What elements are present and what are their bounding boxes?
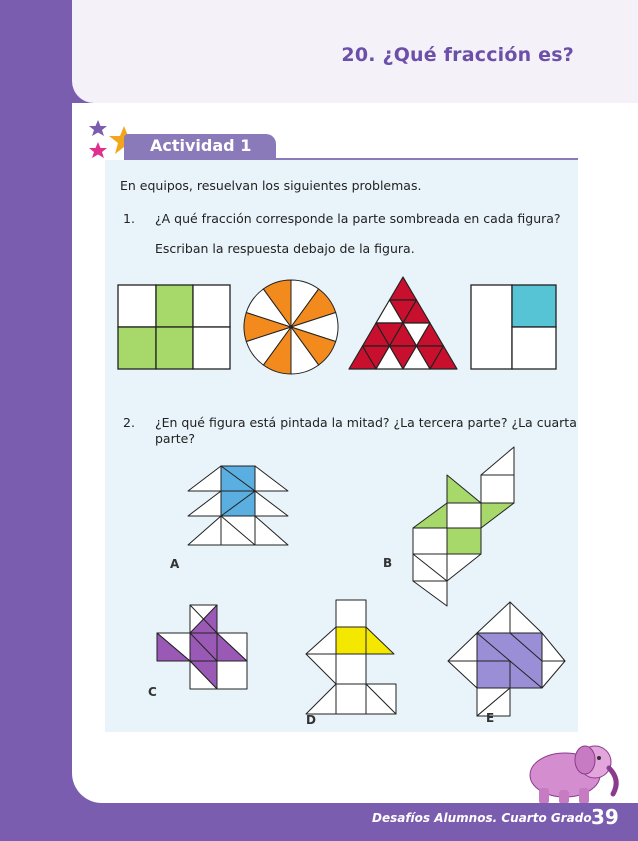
grid-figure <box>118 285 230 369</box>
figure-c <box>157 605 247 689</box>
figure-c-label: C <box>148 685 157 699</box>
figure-d <box>306 600 396 714</box>
problem1-instruction: Escriban la respuesta debajo de la figura. <box>155 241 415 256</box>
triangle-figure <box>349 277 457 369</box>
activity-label: Actividad 1 <box>150 136 252 155</box>
figure-b-label: B <box>383 556 393 570</box>
figure-b <box>413 447 514 606</box>
problem2-number: 2. <box>123 415 135 430</box>
figure-e-label: E <box>486 711 495 725</box>
figure-d-label: D <box>306 713 316 727</box>
problem2-question-line2: parte? <box>155 431 195 446</box>
footer-text: Desafíos Alumnos. Cuarto Grado <box>372 811 592 825</box>
problem1-question: ¿A qué fracción corresponde la parte sombreada en cada figura? <box>155 211 561 226</box>
problem1-number: 1. <box>123 211 135 226</box>
figure-a-label: A <box>170 557 180 571</box>
figure-a <box>188 466 288 545</box>
square-figure <box>471 285 556 369</box>
circle-figure <box>244 280 338 374</box>
intro-text: En equipos, resuelvan los siguientes problemas. <box>120 178 422 193</box>
elephant-illustration <box>530 746 616 804</box>
page-title: 20. ¿Qué fracción es? <box>341 44 574 66</box>
figure-e <box>448 602 565 716</box>
page-number: 39 <box>591 805 619 829</box>
problem2-question-line1: ¿En qué figura está pintada la mitad? ¿La tercera parte? ¿La cuarta <box>155 415 577 430</box>
